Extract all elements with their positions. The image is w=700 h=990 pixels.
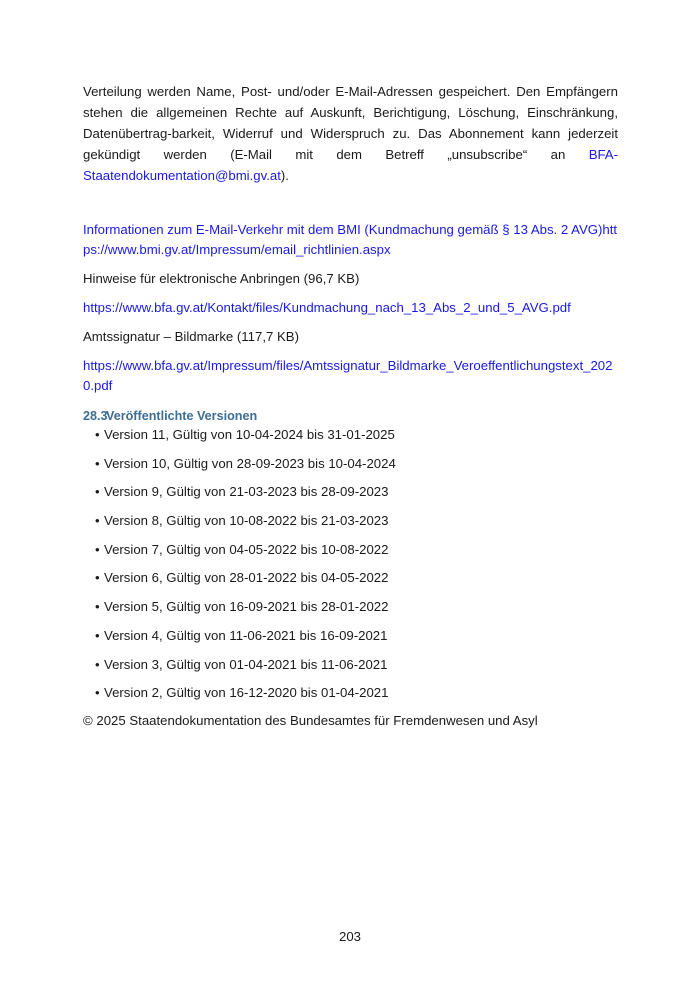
list-item <box>95 425 618 454</box>
amtssignatur-url-link[interactable]: https://www.bfa.gv.at/Impressum/files/Amtssignatur_Bildmarke_Veroeffentlichungstext_2020.pdf <box>83 358 613 393</box>
bullet-icon: • <box>95 541 100 557</box>
version-text: Version 3, Gültig von 01-04-2021 bis 11-06-2021 <box>104 656 388 672</box>
bullet-icon: • <box>95 685 100 701</box>
list-item <box>95 511 618 540</box>
list-item <box>95 597 618 626</box>
bullet-icon: • <box>95 513 100 529</box>
versions-list <box>83 425 618 712</box>
version-text: Version 5, Gültig von 16-09-2021 bis 28-01-2022 <box>104 599 389 615</box>
list-item <box>95 482 618 511</box>
version-text: Version 6, Gültig von 28-01-2022 bis 04-05-2022 <box>104 570 389 586</box>
section-title: Veröffentlichte Versionen <box>106 409 258 423</box>
version-text: Version 2, Gültig von 16-12-2020 bis 01-04-2021 <box>104 685 389 701</box>
bullet-icon: • <box>95 455 100 471</box>
bullet-icon: • <box>95 599 100 615</box>
page-number: 203 <box>338 929 361 944</box>
list-item <box>95 454 618 483</box>
section-number: 28.3 <box>83 409 108 423</box>
bullet-icon: • <box>95 570 100 586</box>
document-page <box>83 81 618 731</box>
version-text: Version 11, Gültig von 10-04-2024 bis 31-01-2025 <box>104 427 395 442</box>
bullet-icon: • <box>95 484 100 500</box>
intro-paragraph <box>83 81 618 186</box>
version-text: Version 8, Gültig von 10-08-2022 bis 21-03-2023 <box>104 513 389 529</box>
amtssignatur-label: Amtssignatur – Bildmarke (117,7 KB) <box>83 329 299 344</box>
list-item <box>95 568 618 597</box>
version-text: Version 9, Gültig von 21-03-2023 bis 28-09-2023 <box>104 484 389 500</box>
section-heading <box>83 407 618 425</box>
intro-text: Verteilung werden Name, Post- und/oder E-Mail-Adressen gespeichert. Den Empfängern stehen die allgemeinen Rechte auf Auskunft, Berichtigung, Löschung, Einschränkung, Datenübertrag-barkeit, Widerruf und Widerspruch zu. Das Abonnement kann jederzeit gekündigt werden (E-Mail mit dem Betreff „unsubscribe“ an <box>83 84 618 162</box>
email-info-link[interactable]: Informationen zum E-Mail-Verkehr mit dem BMI (Kundmachung gemäß § 13 Abs. 2 AVG)https://www.bmi.gv.at/Impressum/email_richtlinien.aspx <box>83 222 618 257</box>
list-item <box>95 540 618 569</box>
bullet-icon: • <box>95 427 100 442</box>
intro-end: ). <box>280 168 289 183</box>
anbringen-url-link[interactable]: https://www.bfa.gv.at/Kontakt/files/Kundmachung_nach_13_Abs_2_und_5_AVG.pdf <box>83 300 571 315</box>
anbringen-label: Hinweise für elektronische Anbringen (96,7 KB) <box>83 271 360 286</box>
list-item <box>95 683 618 712</box>
bullet-icon: • <box>95 656 100 672</box>
bullet-icon: • <box>95 627 100 643</box>
list-item <box>95 626 618 655</box>
version-text: Version 10, Gültig von 28-09-2023 bis 10-04-2024 <box>104 455 396 471</box>
version-text: Version 7, Gültig von 04-05-2022 bis 10-08-2022 <box>104 541 389 557</box>
version-text: Version 4, Gültig von 11-06-2021 bis 16-09-2021 <box>104 627 388 643</box>
copyright-notice: © 2025 Staatendokumentation des Bundesamtes für Fremdenwesen und Asyl <box>83 712 538 728</box>
list-item <box>95 655 618 684</box>
email-link[interactable]: BFA-Staatendokumentation@bmi.gv.at <box>83 147 618 183</box>
